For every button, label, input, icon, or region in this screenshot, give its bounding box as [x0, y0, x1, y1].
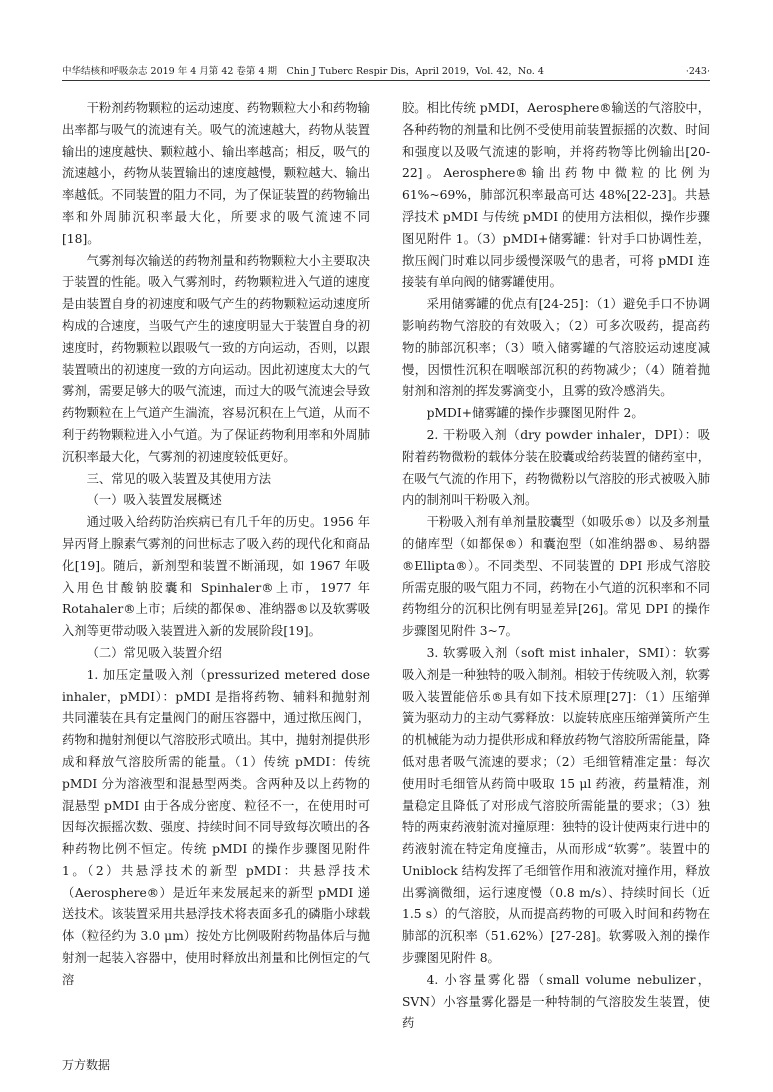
right-column — [402, 98, 710, 1035]
paragraph: pMDI+储雾罐的操作步骤图见附件 2。 — [426, 406, 644, 421]
paragraph: 2. 干粉吸入剂（dry powder inhaler，DPI）：吸附着药物微粉的载体分装在胶囊或给药装置的储药室中，在吸气气流的作用下，药物微粉以气溶胶的形式被吸入肺内的制剂叫干粉吸入剂。 — [402, 427, 710, 508]
subsection-heading: （一）吸入装置发展概述 — [86, 493, 222, 508]
running-header — [62, 64, 710, 81]
section-heading: 三、常见的吸入装置及其使用方法 — [86, 471, 272, 486]
subsection-heading: （二）常见吸入装置介绍 — [86, 645, 222, 660]
paragraph: 通过吸入给药防治疾病已有几千年的历史。1956 年异丙肾上腺素气雾剂的问世标志了吸入药的现代化和商品化[19]。随后，新剂型和装置不断涌现，如 1967 年吸入用色甘酸钠胶囊和 Spinhaler®上市，1977 年 Rotahaler®上市；后续的都保®、准纳器®以及软雾吸入剂等更带动吸入装置进入新的发展阶段[19]。 — [62, 515, 370, 639]
paragraph: 采用储雾罐的优点有[24-25]：（1）避免手口不协调影响药物气溶胶的有效吸入；（2）可多次吸药，提高药物的肺部沉积率；（3）喷入储雾罐的气溶胶运动速度减慢，因惯性沉积在咽喉部沉积的药物减少；（4）随着抛射剂和溶剂的挥发雾滴变小，且雾的致冷感消失。 — [402, 297, 710, 399]
paragraph: 干粉剂药物颗粒的运动速度、药物颗粒大小和药物输出率都与吸气的流速有关。吸气的流速越大，药物从装置输出的速度越快、颗粒越小、输出率越高；相反，吸气的流速越小，药物从装置输出的速度越慢，颗粒越大、输出率越低。不同装置的阻力不同，为了保证装置的药物输出率和外周肺沉积率最大化，所要求的吸气流速不同[18]。 — [62, 101, 370, 246]
journal-citation: 中华结核和呼吸杂志 2019 年 4 月第 42 卷第 4 期 Chin J Tuberc Respir Dis，April 2019，Vol. 42，No. 4 — [62, 66, 544, 77]
page-number: ·243· — [685, 66, 710, 77]
paragraph: 气雾剂每次输送的药物剂量和药物颗粒大小主要取决于装置的性能。吸入气雾剂时，药物颗粒进入气道的速度是由装置自身的初速度和吸气产生的药物颗粒运动速度所构成的合速度，当吸气产生的速度明显大于装置自身的初速度时，药物颗粒以跟吸气一致的方向运动，否则，以跟装置喷出的初速度一致的方向运动。因此初速度太大的气雾剂，需要足够大的吸气流速，而过大的吸气流速会导致药物颗粒在上气道产生湍流，容易沉积在上气道，从而不利于药物颗粒进入小气道。为了保证药物利用率和外周肺沉积率最大化，气雾剂的初速度较低更好。 — [62, 253, 370, 464]
paragraph: 4. 小容量雾化器（small volume nebulizer，SVN）小容量雾化器是一种特制的气溶胶发生装置，使药 — [402, 972, 710, 1031]
footer-watermark: 万方数据 — [62, 1058, 111, 1072]
paragraph: 1. 加压定量吸入剂（pressurized metered dose inhaler，pMDI）：pMDI 是指将药物、辅料和抛射剂共同灌装在具有定量阀门的耐压容器中，通过揿压阀门，药物和抛射剂便以气溶胶形式喷出。其中，抛射剂提供形成和释放气溶胶所需的能量。（1）传统 pMDI：传统 pMDI 分为溶液型和混悬型两类。含两种及以上药物的混悬型 pMDI 由于各成分密度、粒径不一，在使用时可因每次振摇次数、强度、持续时间不同导致每次喷出的各种药物比例不恒定。传统 pMDI 的操作步骤图见附件 1。（2）共悬浮技术的新型 pMDI：共悬浮技术（Aerosphere®）是近年来发展起来的新型 pMDI 递送技术。该装置采用共悬浮技术将表面多孔的磷脂小球载体（粒径约为 3.0 μm）按处方比例吸附药物晶体后与抛射剂一起装入容器中，使用时释放出剂量和比例恒定的气溶 — [62, 667, 370, 987]
paragraph: 3. 软雾吸入剂（soft mist inhaler，SMI）：软雾吸入剂是一种独特的吸入制剂。相较于传统吸入剂，软雾吸入装置能倍乐®具有如下技术原理[27]：（1）压缩弹簧为驱动力的主动气雾释放：以旋转底座压缩弹簧所产生的机械能为动力提供形成和释放药物气溶胶所需能量，降低对患者吸气流速的要求；（2）毛细管精准定量：每次使用时毛细管从药筒中吸取 15 μl 药液，药量精准，剂量稳定且降低了对形成气溶胶所需能量的要求；（3）独特的两束药液射流对撞原理：独特的设计使两束行进中的药液射流在特定角度撞击，从而形成“软雾”。装置中的 Uniblock 结构发挥了毛细管作用和液流对撞作用，释放出雾滴微细，运行速度慢（0.8 m/s）、持续时间长（近 1.5 s）的气溶胶，从而提高药物的可吸入时间和药物在肺部的沉积率（51.62%）[27-28]。软雾吸入剂的操作步骤图见附件 8。 — [402, 645, 710, 966]
paragraph: 胶。相比传统 pMDI，Aerosphere®输送的气溶胶中，各种药物的剂量和比例不受使用前装置振摇的次数、时间和强度以及吸气流速的影响，并将药物等比例输出[20-22]。Aerosphere®输出药物中微粒的比例为 61%~69%，肺部沉积率最高可达 48%[22-23]。共悬浮技术 pMDI 与传统 pMDI 的使用方法相似，操作步骤图见附件 1。（3）pMDI+储雾罐：针对手口协调性差，揿压阀门时难以同步缓慢深吸气的患者，可将 pMDI 连接装有单向阀的储雾罐使用。 — [402, 101, 710, 290]
left-column — [62, 98, 370, 992]
paragraph: 干粉吸入剂有单剂量胶囊型（如吸乐®）以及多剂量的储库型（如都保®）和囊泡型（如准纳器®、易纳器®Ellipta®）。不同类型、不同装置的 DPI 形成气溶胶所需克服的吸气阻力不同，药物在小气道的沉积率和不同药物组分的沉积比例有明显差异[26]。常见 DPI 的操作步骤图见附件 3~7。 — [402, 515, 710, 639]
